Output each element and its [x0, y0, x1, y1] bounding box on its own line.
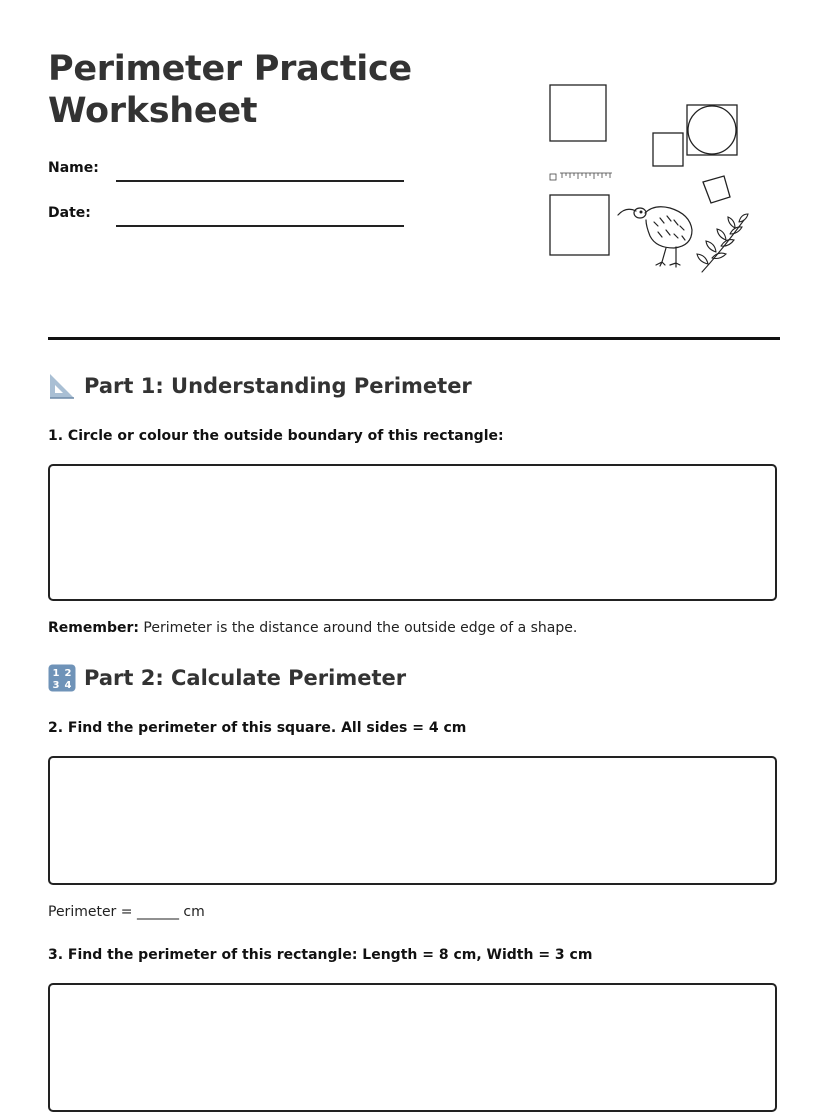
shapes-kiwi-clipart: [546, 80, 756, 280]
square-shape-icon: [550, 85, 606, 141]
header-divider: [48, 337, 780, 340]
question-2-answer-line[interactable]: Perimeter = ______ cm: [48, 904, 205, 920]
title-line-1: Perimeter Practice: [48, 49, 412, 89]
name-label: Name:: [48, 160, 99, 176]
triangle-ruler-icon: [48, 372, 76, 400]
question-3-drawing-box[interactable]: [48, 983, 777, 1112]
kiwi-bird-icon: [618, 207, 692, 267]
svg-text:3: 3: [52, 680, 60, 691]
svg-text:1: 1: [52, 668, 60, 679]
part-2-heading-text: Part 2: Calculate Perimeter: [84, 666, 407, 690]
question-1-text: 1. Circle or colour the outside boundary of this rectangle:: [48, 428, 504, 444]
svg-text:4: 4: [64, 680, 72, 691]
worksheet-title: [48, 48, 412, 132]
question-2-text: 2. Find the perimeter of this square. All sides = 4 cm: [48, 720, 467, 736]
question-1-drawing-box[interactable]: [48, 464, 777, 601]
tilted-square-icon: [703, 176, 730, 203]
remember-note: [48, 620, 577, 636]
fern-leaf-icon: [697, 214, 748, 272]
name-field-line[interactable]: [116, 180, 404, 182]
date-label: Date:: [48, 205, 91, 221]
part-2-heading: [48, 664, 406, 692]
ruler-icon: [550, 173, 612, 180]
part-1-heading-text: Part 1: Understanding Perimeter: [84, 374, 472, 398]
question-2-drawing-box[interactable]: [48, 756, 777, 885]
question-3-text: 3. Find the perimeter of this rectangle: Length = 8 cm, Width = 3 cm: [48, 947, 593, 963]
date-field-line[interactable]: [116, 225, 404, 227]
part-1-heading: [48, 372, 472, 400]
remember-text: Perimeter is the distance around the outside edge of a shape.: [138, 620, 578, 636]
svg-text:2: 2: [64, 668, 72, 679]
small-square-shape-icon: [653, 133, 683, 166]
title-line-2: Worksheet: [48, 91, 258, 131]
numbers-1234-icon: [48, 664, 76, 692]
large-square-shape-icon: [550, 195, 609, 255]
remember-label: Remember:: [48, 620, 139, 636]
circle-in-square-icon: [687, 105, 737, 155]
